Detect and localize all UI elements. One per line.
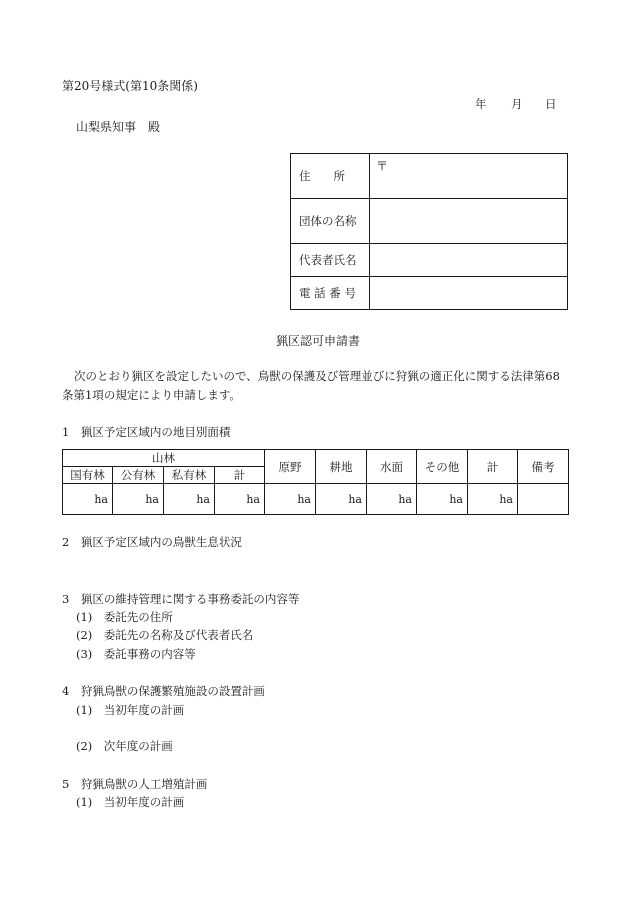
area-cell[interactable]: ha [265,484,316,515]
area-cell[interactable]: ha [215,484,265,515]
col-header-other: その他 [417,450,468,484]
intro-line-1: 次のとおり猟区を設定したいので、鳥獣の保護及び管理並びに狩猟の適正化に関する法律第68 [74,369,560,383]
address-field[interactable] [370,154,568,199]
intro-line-2: 条第1項の規定により申請します。 [62,388,241,402]
section4-heading: 4 狩猟鳥獣の保護繁殖施設の設置計画 [62,684,265,698]
land-area-table [62,449,569,515]
section3-item-3: (3) 委託事務の内容等 [76,647,196,661]
address-label: 住 所 [291,154,370,199]
postal-mark: 〒 [376,159,389,173]
rep-name-field[interactable] [370,244,568,277]
addressee: 山梨県知事 殿 [76,120,161,134]
section3-heading: 3 猟区の維持管理に関する事務委託の内容等 [62,592,300,606]
col-header-national-forest: 国有林 [63,467,113,484]
section5-heading: 5 狩猟鳥獣の人工増殖計画 [62,777,208,791]
forest-group-header: 山林 [63,450,265,467]
section3-item-2: (2) 委託先の名称及び代表者氏名 [76,628,254,642]
rep-name-label: 代表者氏名 [291,244,370,277]
form-number: 第20号様式(第10条関係) [62,79,198,93]
phone-label: 電 話 番 号 [291,277,370,310]
col-header-forest-total: 計 [215,467,265,484]
remarks-cell[interactable] [518,484,569,515]
col-header-remarks: 備考 [518,450,569,484]
org-name-label: 団体の名称 [291,199,370,244]
area-cell[interactable]: ha [113,484,164,515]
col-header-farmland: 耕地 [316,450,367,484]
col-header-total: 計 [468,450,518,484]
date-month: 月 [511,97,523,111]
col-header-wasteland: 原野 [265,450,316,484]
table-row [63,484,569,515]
area-cell[interactable]: ha [468,484,518,515]
section2-heading: 2 猟区予定区域内の鳥獣生息状況 [62,535,242,549]
section3-item-1: (1) 委託先の住所 [76,610,173,624]
document-title: 猟区認可申請書 [276,334,361,348]
section4-item-1: (1) 当初年度の計画 [76,703,185,717]
org-name-field[interactable] [370,199,568,244]
section5-item-1: (1) 当初年度の計画 [76,795,185,809]
area-cell[interactable]: ha [367,484,417,515]
section4-item-2: (2) 次年度の計画 [76,739,173,753]
applicant-info-table [290,153,568,310]
col-header-private-forest: 私有林 [164,467,215,484]
phone-field[interactable] [370,277,568,310]
date-year: 年 [475,97,487,111]
area-cell[interactable]: ha [417,484,468,515]
area-cell[interactable]: ha [316,484,367,515]
col-header-water: 水面 [367,450,417,484]
section1-heading: 1 猟区予定区域内の地目別面積 [62,425,231,439]
date-day: 日 [545,97,557,111]
area-cell[interactable]: ha [164,484,215,515]
area-cell[interactable]: ha [63,484,113,515]
col-header-public-forest: 公有林 [113,467,164,484]
